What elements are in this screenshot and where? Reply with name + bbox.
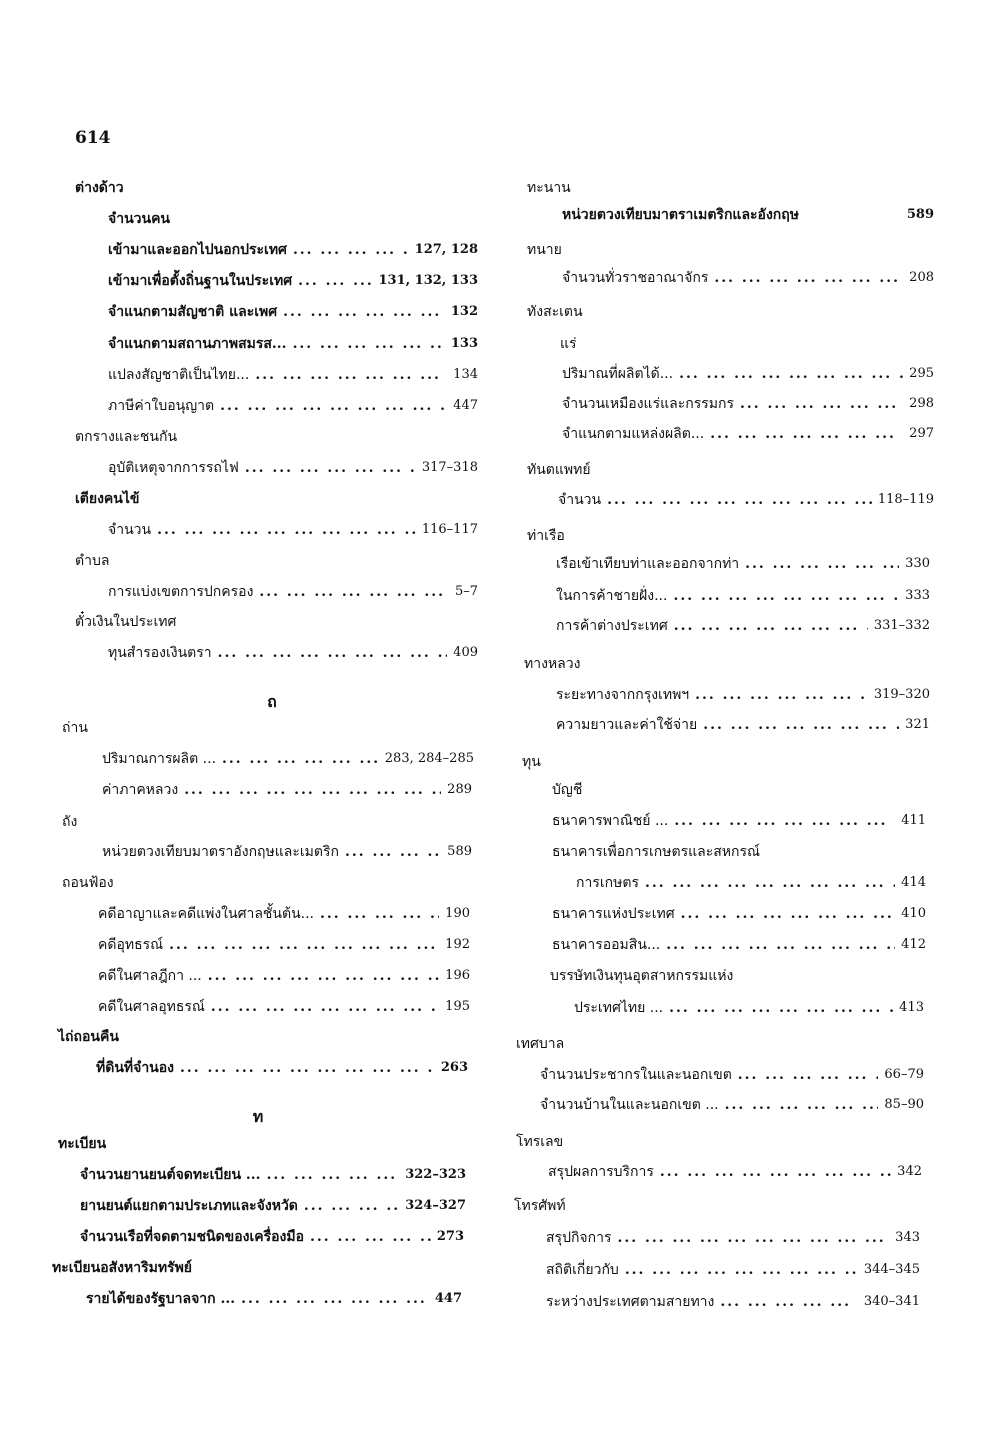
entry-text: ที่ดินที่จำนอง bbox=[96, 1060, 174, 1076]
index-heading bbox=[514, 1194, 566, 1218]
entry-text: โทรเลข bbox=[516, 1134, 564, 1150]
index-entry bbox=[546, 1226, 920, 1250]
dot-leader bbox=[169, 933, 439, 957]
entry-text: ทางหลวง bbox=[524, 656, 581, 672]
index-entry bbox=[96, 1056, 468, 1080]
index-entry bbox=[108, 394, 478, 418]
dot-leader bbox=[618, 1226, 890, 1250]
page-ref: 343 bbox=[895, 1230, 920, 1245]
dot-leader bbox=[674, 809, 895, 833]
index-heading bbox=[516, 1130, 563, 1154]
entry-text: ต่างด้าว bbox=[75, 180, 124, 196]
index-subheading bbox=[560, 332, 577, 356]
entry-text: รายได้ของรัฐบาลจาก ... bbox=[86, 1291, 236, 1307]
dot-leader bbox=[645, 871, 895, 895]
index-entry bbox=[548, 1160, 922, 1184]
entry-text: คดีอาญาและคดีแพ่งในศาลชั้นต้น... bbox=[98, 906, 315, 922]
page-ref: 409 bbox=[453, 645, 478, 660]
dot-leader bbox=[725, 1093, 879, 1117]
entry-text: จำนวนยานยนต์จดทะเบียน ... bbox=[80, 1167, 261, 1183]
page-ref: 192 bbox=[445, 937, 470, 952]
index-heading bbox=[75, 610, 176, 634]
dot-leader bbox=[211, 995, 439, 1019]
page-ref: 190 bbox=[445, 906, 470, 921]
index-entry bbox=[562, 203, 934, 227]
entry-text: อุบัติเหตุจากการรถไฟ bbox=[108, 460, 239, 476]
entry-text: เตียงคนไข้ bbox=[75, 491, 140, 507]
entry-text: จำนวนเรือที่จดตามชนิดของเครื่องมือ bbox=[80, 1229, 305, 1245]
index-entry bbox=[98, 964, 470, 988]
entry-text: บรรษัทเงินทุนอุตสาหกรรมแห่ง bbox=[550, 968, 734, 984]
index-entry bbox=[546, 1290, 920, 1314]
entry-text: ทะนาน bbox=[527, 180, 571, 196]
page-ref: 283, 284–285 bbox=[384, 751, 474, 766]
page-ref: 589 bbox=[906, 207, 934, 222]
entry-text: ประเทศไทย ... bbox=[574, 1000, 664, 1016]
entry-text: จำนวนทั่วราชอาณาจักร bbox=[562, 270, 709, 286]
index-entry bbox=[574, 996, 924, 1020]
index-entry bbox=[108, 269, 478, 293]
page-ref: 134 bbox=[453, 367, 478, 382]
entry-text: เข้ามาและออกไปนอกประเทศ bbox=[108, 242, 287, 258]
index-heading bbox=[75, 549, 109, 573]
dot-leader bbox=[679, 362, 903, 386]
index-heading bbox=[524, 652, 580, 676]
index-entry bbox=[102, 778, 472, 802]
entry-text: การค้าต่างประเทศ bbox=[556, 618, 668, 634]
dot-leader bbox=[666, 933, 895, 957]
page-ref: 85–90 bbox=[884, 1097, 924, 1112]
entry-text: แร่ bbox=[560, 336, 577, 352]
section-letter: ท bbox=[252, 1107, 264, 1126]
page-ref: 116–117 bbox=[421, 522, 478, 537]
dot-leader bbox=[738, 1063, 879, 1087]
dot-leader bbox=[745, 552, 899, 576]
index-entry bbox=[102, 747, 474, 771]
page-ref: 589 bbox=[447, 844, 472, 859]
entry-text: ทุน bbox=[522, 754, 541, 770]
entry-text: แปลงสัญชาติเป็นไทย... bbox=[108, 367, 250, 383]
entry-text: ธนาคารเพื่อการเกษตรและสหกรณ์ bbox=[552, 844, 760, 860]
index-entry bbox=[546, 1258, 920, 1282]
index-entry bbox=[80, 1163, 466, 1187]
page-ref: 298 bbox=[909, 396, 934, 411]
page-number: 614 bbox=[75, 128, 111, 148]
index-subheading bbox=[552, 778, 582, 802]
dot-leader bbox=[241, 1287, 429, 1311]
entry-text: จำแนกตามสัญชาติ และเพศ bbox=[108, 304, 278, 320]
index-entry bbox=[562, 392, 934, 416]
index-entry bbox=[98, 995, 470, 1019]
entry-text: ทะเบียนอสังหาริมทรัพย์ bbox=[52, 1260, 192, 1276]
page-ref: 133 bbox=[450, 336, 478, 351]
entry-text: จำนวนเหมืองแร่และกรรมกร bbox=[562, 396, 734, 412]
entry-text: จำนวน bbox=[558, 492, 602, 508]
page-ref: 447 bbox=[434, 1291, 462, 1306]
page-ref: 289 bbox=[447, 782, 472, 797]
dot-leader bbox=[293, 332, 445, 356]
dot-leader bbox=[660, 1160, 891, 1184]
entry-text: ความยาวและค่าใช้จ่าย bbox=[556, 717, 698, 733]
dot-leader bbox=[607, 488, 872, 512]
entry-text: โทรศัพท์ bbox=[514, 1198, 566, 1214]
entry-text: ระหว่างประเทศตามสายทาง bbox=[546, 1294, 715, 1310]
entry-text: จำแนกตามสถานภาพสมรส... bbox=[108, 336, 287, 352]
entry-text: ถัง bbox=[62, 814, 78, 830]
index-heading bbox=[62, 810, 77, 834]
index-entry bbox=[556, 683, 930, 707]
page-ref: 66–79 bbox=[884, 1067, 924, 1082]
page-ref: 263 bbox=[440, 1060, 468, 1075]
dot-leader bbox=[208, 964, 439, 988]
index-entry bbox=[552, 840, 760, 864]
entry-text: ท่าเรือ bbox=[527, 528, 565, 544]
index-heading bbox=[527, 458, 591, 482]
index-entry bbox=[556, 614, 930, 638]
page-ref: 196 bbox=[445, 968, 470, 983]
entry-text: ค่าภาคหลวง bbox=[102, 782, 179, 798]
page-ref: 344–345 bbox=[863, 1262, 920, 1277]
page-ref: 414 bbox=[901, 875, 926, 890]
index-entry bbox=[552, 933, 926, 957]
dot-leader bbox=[222, 747, 379, 771]
dot-leader bbox=[740, 392, 903, 416]
page-ref: 319–320 bbox=[873, 687, 930, 702]
page-ref: 330 bbox=[905, 556, 930, 571]
page-ref: 412 bbox=[901, 937, 926, 952]
entry-text: ถ่าน bbox=[62, 720, 88, 736]
entry-text: การเกษตร bbox=[576, 875, 639, 891]
index-heading bbox=[62, 871, 114, 895]
entry-text: เรือเข้าเทียบท่าและออกจากท่า bbox=[556, 556, 740, 572]
page-ref: 324–327 bbox=[405, 1198, 466, 1213]
index-entry bbox=[556, 584, 930, 608]
page-ref: 208 bbox=[909, 270, 934, 285]
entry-text: ทนาย bbox=[527, 242, 562, 258]
dot-leader bbox=[259, 580, 449, 604]
index-entry bbox=[108, 238, 478, 262]
entry-text: ระยะทางจากกรุงเทพฯ bbox=[556, 687, 690, 703]
index-entry bbox=[108, 518, 478, 542]
index-entry bbox=[80, 1225, 464, 1249]
section-letter: ถ bbox=[267, 692, 277, 711]
entry-text: บัญชี bbox=[552, 782, 583, 798]
dot-leader bbox=[673, 584, 899, 608]
index-entry bbox=[86, 1287, 462, 1311]
index-entry bbox=[552, 809, 926, 833]
entry-text: ธนาคารออมสิน... bbox=[552, 937, 661, 953]
entry-text: หน่วยตวงเทียบมาตราเมตริกและอังกฤษ bbox=[562, 207, 799, 223]
dot-leader bbox=[625, 1258, 858, 1282]
index-entry bbox=[556, 713, 930, 737]
index-entry bbox=[108, 363, 478, 387]
dot-leader bbox=[714, 266, 903, 290]
page-ref: 5–7 bbox=[454, 584, 478, 599]
entry-text: คดีในศาลฎีกา ... bbox=[98, 968, 202, 984]
entry-text: จำนวนคน bbox=[108, 211, 171, 227]
index-entry bbox=[576, 871, 926, 895]
dot-leader bbox=[245, 456, 416, 480]
page-ref: 131, 132, 133 bbox=[378, 273, 478, 288]
page-ref: 132 bbox=[450, 304, 478, 319]
index-heading bbox=[516, 1032, 564, 1056]
dot-leader bbox=[710, 422, 903, 446]
index-entry bbox=[98, 902, 470, 926]
entry-text: ไถ่ถอนคืน bbox=[58, 1029, 119, 1045]
entry-text: ถอนฟ้อง bbox=[62, 875, 114, 891]
dot-leader bbox=[157, 518, 416, 542]
entry-text: ธนาคารพาณิชย์ ... bbox=[552, 813, 669, 829]
entry-text: สรุปผลการบริการ bbox=[548, 1164, 654, 1180]
page-ref: 413 bbox=[899, 1000, 924, 1015]
page-ref: 317–318 bbox=[421, 460, 478, 475]
entry-text: ทังสะเตน bbox=[527, 304, 583, 320]
index-subheading bbox=[108, 207, 170, 231]
dot-leader bbox=[703, 713, 899, 737]
page-ref: 333 bbox=[905, 588, 930, 603]
index-entry bbox=[108, 580, 478, 604]
dot-leader bbox=[681, 902, 896, 926]
index-heading bbox=[527, 238, 562, 262]
index-heading bbox=[527, 176, 571, 200]
dot-leader bbox=[283, 300, 445, 324]
dot-leader bbox=[180, 1056, 435, 1080]
index-entry bbox=[108, 456, 478, 480]
page-ref: 340–341 bbox=[863, 1294, 920, 1309]
entry-text: จำแนกตามแหล่งผลิต... bbox=[562, 426, 705, 442]
entry-text: เข้ามาเพื่อตั้งถิ่นฐานในประเทศ bbox=[108, 273, 293, 289]
dot-leader bbox=[255, 363, 447, 387]
index-entry bbox=[540, 1063, 924, 1087]
entry-text: ทะเบียน bbox=[58, 1136, 107, 1152]
page-ref: 127, 128 bbox=[414, 242, 478, 257]
entry-text: สรุปกิจการ bbox=[546, 1230, 612, 1246]
entry-text: คดีอุทธรณ์ bbox=[98, 937, 164, 953]
entry-text: ปริมาณที่ผลิตได้... bbox=[562, 366, 674, 382]
entry-text: ตั๋วเงินในประเทศ bbox=[75, 614, 177, 630]
entry-text: ทันตแพทย์ bbox=[527, 462, 591, 478]
page-ref: 118–119 bbox=[877, 492, 934, 507]
index-entry bbox=[98, 933, 470, 957]
index-heading bbox=[58, 1132, 106, 1156]
index-heading bbox=[52, 1256, 192, 1280]
dot-leader bbox=[345, 840, 441, 864]
dot-leader bbox=[184, 778, 441, 802]
dot-leader bbox=[720, 1290, 857, 1314]
page-ref: 321 bbox=[905, 717, 930, 732]
dot-leader bbox=[293, 238, 409, 262]
page-ref: 295 bbox=[909, 366, 934, 381]
entry-text: สถิติเกี่ยวกับ bbox=[546, 1262, 619, 1278]
entry-text: การแบ่งเขตการปกครอง bbox=[108, 584, 254, 600]
index-entry bbox=[550, 964, 733, 988]
dot-leader bbox=[218, 641, 448, 665]
dot-leader bbox=[304, 1194, 399, 1218]
index-heading bbox=[62, 716, 88, 740]
index-entry bbox=[558, 488, 934, 512]
index-heading bbox=[527, 300, 583, 324]
dot-leader bbox=[669, 996, 893, 1020]
entry-text: ตำบล bbox=[75, 553, 110, 569]
page-ref: 410 bbox=[901, 906, 926, 921]
entry-text: จำนวนบ้านในและนอกเขต ... bbox=[540, 1097, 719, 1113]
index-heading bbox=[75, 487, 139, 511]
index-entry bbox=[80, 1194, 466, 1218]
entry-text: ธนาคารแห่งประเทศ bbox=[552, 906, 675, 922]
index-heading bbox=[58, 1025, 119, 1049]
page-ref: 447 bbox=[453, 398, 478, 413]
page-ref: 195 bbox=[445, 999, 470, 1014]
dot-leader bbox=[220, 394, 447, 418]
index-entry bbox=[102, 840, 472, 864]
page-ref: 297 bbox=[909, 426, 934, 441]
page-ref: 331–332 bbox=[873, 618, 930, 633]
index-heading bbox=[75, 425, 177, 449]
entry-text: ปริมาณการผลิต ... bbox=[102, 751, 217, 767]
dot-leader bbox=[267, 1163, 400, 1187]
entry-text: ภาษีค่าใบอนุญาต bbox=[108, 398, 215, 414]
index-entry bbox=[552, 902, 926, 926]
dot-leader bbox=[310, 1225, 431, 1249]
index-entry bbox=[562, 422, 934, 446]
entry-text: ทุนสำรองเงินตรา bbox=[108, 645, 212, 661]
dot-leader bbox=[674, 614, 868, 638]
entry-text: หน่วยตวงเทียบมาตราอังกฤษและเมตริก bbox=[102, 844, 339, 860]
entry-text: คดีในศาลอุทธรณ์ bbox=[98, 999, 205, 1015]
index-entry bbox=[562, 266, 934, 290]
dot-leader bbox=[298, 269, 372, 293]
entry-text: ยานยนต์แยกตามประเภทและจังหวัด bbox=[80, 1198, 298, 1214]
page-ref: 411 bbox=[901, 813, 926, 828]
entry-text: ตกรางและชนกัน bbox=[75, 429, 178, 445]
page-ref: 322–323 bbox=[405, 1167, 466, 1182]
entry-text: เทศบาล bbox=[516, 1036, 565, 1052]
index-entry bbox=[108, 332, 478, 356]
index-entry bbox=[108, 641, 478, 665]
dot-leader bbox=[320, 902, 439, 926]
dot-leader bbox=[695, 683, 868, 707]
index-entry bbox=[108, 300, 478, 324]
index-entry bbox=[540, 1093, 924, 1117]
index-heading bbox=[75, 176, 124, 200]
index-entry bbox=[556, 552, 930, 576]
entry-text: จำนวน bbox=[108, 522, 152, 538]
entry-text: จำนวนประชากรในและนอกเขต bbox=[540, 1067, 732, 1083]
page-ref: 273 bbox=[436, 1229, 464, 1244]
entry-text: ในการค้าชายฝั่ง... bbox=[556, 588, 668, 604]
index-heading bbox=[527, 524, 565, 548]
index-entry bbox=[562, 362, 934, 386]
index-heading bbox=[522, 750, 541, 774]
page-ref: 342 bbox=[897, 1164, 922, 1179]
